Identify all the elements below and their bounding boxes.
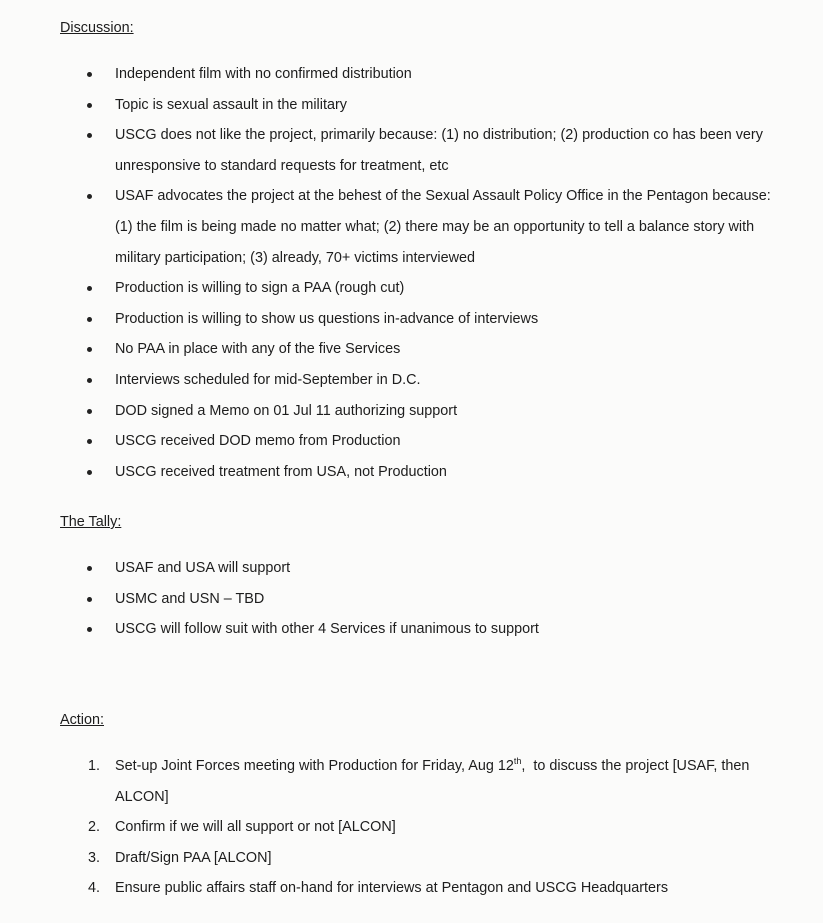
list-item [0, 873, 785, 904]
item-number: 3. [88, 849, 101, 866]
item-text: USCG will follow suit with other 4 Services if unanimous to support [115, 621, 539, 638]
list-item [0, 584, 785, 615]
list-item [0, 365, 785, 396]
item-text: Ensure public affairs staff on-hand for interviews at Pentagon and USCG Headquarters [115, 880, 669, 897]
item-text: USAF advocates the project at the behest of the Sexual Assault Policy Office in the Pentagon because: (1) the film is being made no matter what; (2) there may be an opportunity to tell a balance story with military participation; (3) already, 70+ victims interviewed [115, 188, 771, 266]
item-text-cont: , to discuss the project [USAF, then ALCON] [115, 758, 753, 805]
action-heading: Action: [60, 712, 104, 728]
item-text: DOD signed a Memo on 01 Jul 11 authorizing support [115, 402, 458, 419]
list-item [0, 334, 785, 365]
item-text: USCG does not like the project, primarily because: (1) no distribution; (2) production co has been very unresponsive to standard requests for treatment, etc [115, 127, 763, 174]
list-item [0, 120, 785, 181]
item-text: Topic is sexual assault in the military [115, 96, 347, 113]
list-item [0, 553, 785, 584]
list-item [0, 457, 785, 488]
item-text: USAF and USA will support [115, 560, 291, 576]
item-text: USCG received DOD memo from Production [115, 433, 401, 450]
item-text: Draft/Sign PAA [ALCON] [115, 849, 272, 866]
discussion-list [0, 59, 823, 487]
item-text: Confirm if we will all support or not [ALCON] [115, 819, 396, 836]
list-item [0, 426, 785, 457]
list-item [0, 843, 785, 874]
tally-list [0, 553, 823, 645]
item-number: 4. [88, 880, 101, 897]
list-item [0, 90, 785, 121]
list-item [0, 396, 785, 427]
list-item [0, 751, 785, 812]
item-text: USCG received treatment from USA, not Production [115, 463, 447, 480]
list-item [0, 614, 785, 645]
list-item [0, 273, 785, 304]
item-text: Interviews scheduled for mid-September in D.C. [115, 371, 421, 388]
item-text: No PAA in place with any of the five Services [115, 341, 401, 358]
tally-heading: The Tally: [60, 514, 122, 530]
list-item [0, 812, 785, 843]
item-text: Production is willing to show us questions in-advance of interviews [115, 310, 539, 327]
list-item [0, 181, 785, 273]
superscript: th [513, 756, 522, 767]
item-number: 1. [88, 758, 101, 774]
list-item [0, 304, 785, 335]
item-text: Production is willing to sign a PAA (rough cut) [115, 280, 405, 297]
action-list [0, 751, 823, 904]
list-item [0, 59, 785, 90]
item-number: 2. [88, 819, 101, 836]
item-text: USMC and USN – TBD [115, 590, 265, 607]
item-text: Independent film with no confirmed distribution [115, 66, 412, 82]
discussion-heading: Discussion: [60, 20, 134, 36]
item-text: Set-up Joint Forces meeting with Production for Friday, Aug 12 [115, 758, 514, 774]
